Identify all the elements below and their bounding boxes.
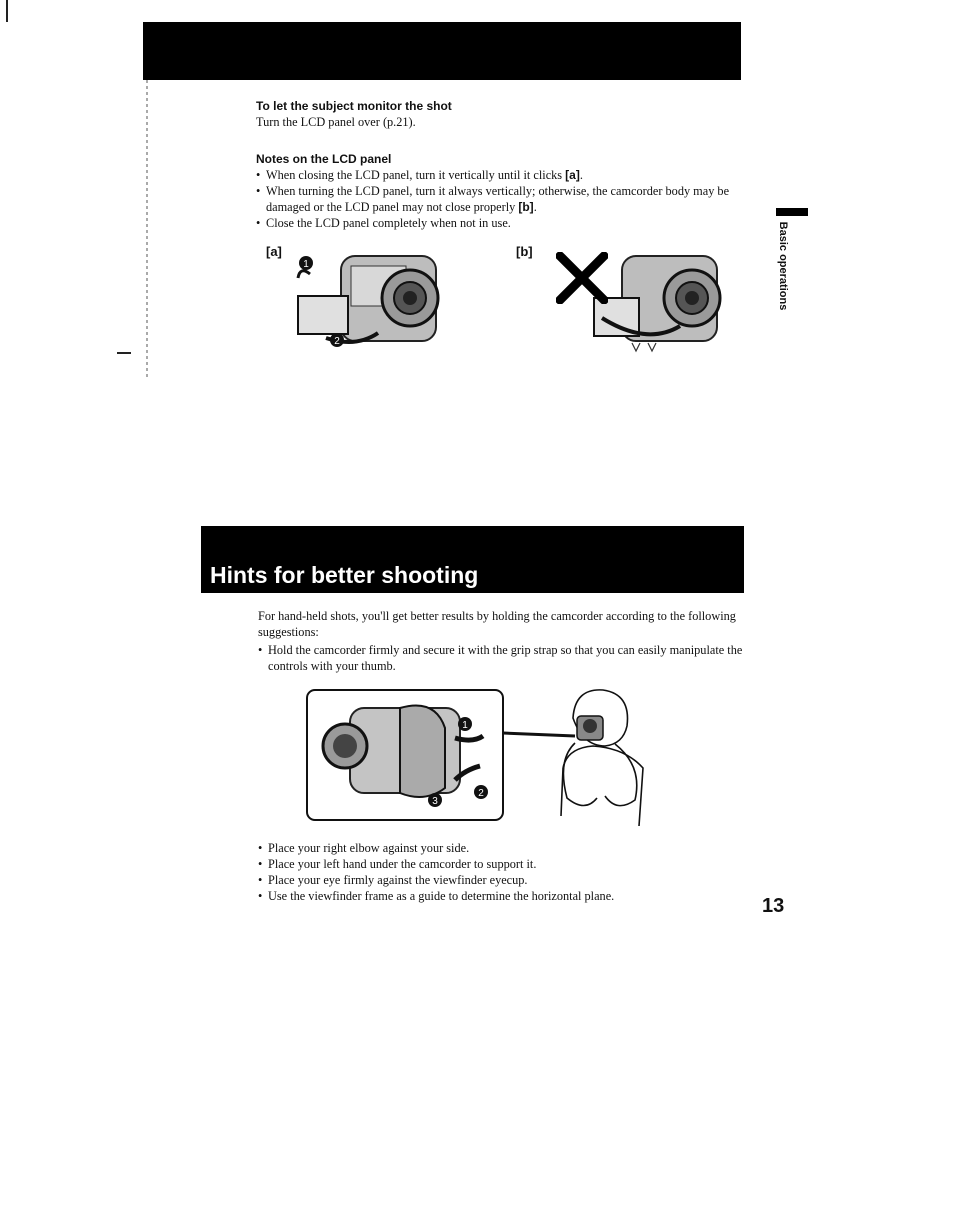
section-title: Hints for better shooting [210, 562, 479, 588]
page-number: 13 [762, 895, 785, 917]
figure-label-a: [a] [266, 244, 282, 259]
lcd-monitor-text: Turn the LCD panel over (p.21). [256, 115, 416, 129]
list-item: • Place your left hand under the camcorder to support it. [258, 856, 748, 872]
tips-list [258, 840, 748, 904]
notes-list [256, 167, 746, 231]
step-2-label: 2 [478, 788, 484, 799]
camcorder-lcd-closing-illustration [286, 248, 466, 353]
hints-intro: For hand-held shots, you'll get better results by holding the camcorder according to the following suggestions: [258, 609, 736, 639]
side-tab-label: Basic operations [777, 221, 789, 311]
step-3-label: 3 [432, 796, 438, 807]
list-item: • Place your right elbow against your side. [258, 840, 748, 856]
step-2-label: 2 [334, 336, 340, 347]
step-1-label: 1 [462, 720, 468, 731]
header-bar [143, 22, 741, 80]
list-item: • Place your eye firmly against the viewfinder eyecup. [258, 872, 748, 888]
hold-list [258, 642, 748, 674]
person-shooting-illustration [561, 690, 643, 826]
notes-heading: Notes on the LCD panel [256, 152, 392, 166]
scan-mark [6, 0, 8, 22]
list-item: • Hold the camcorder firmly and secure it with the grip strap so that you can easily manipulate the controls with your thumb. [258, 642, 748, 674]
scan-mark [117, 352, 131, 354]
list-item: • Close the LCD panel completely when not in use. [256, 215, 746, 231]
lcd-monitor-heading: To let the subject monitor the shot [256, 99, 452, 113]
list-item: • When turning the LCD panel, turn it always vertically; otherwise, the camcorder body may be damaged or the LCD panel may not close properly [b]. [256, 183, 746, 215]
binding-edge [146, 80, 148, 380]
step-1-label: 1 [303, 259, 309, 270]
figure-label-b: [b] [516, 244, 533, 259]
grip-strap-illustration [305, 688, 645, 828]
list-item: • When closing the LCD panel, turn it vertically until it clicks [a]. [256, 167, 746, 183]
cross-mark-icon [556, 252, 608, 304]
list-item: • Use the viewfinder frame as a guide to determine the horizontal plane. [258, 888, 748, 904]
